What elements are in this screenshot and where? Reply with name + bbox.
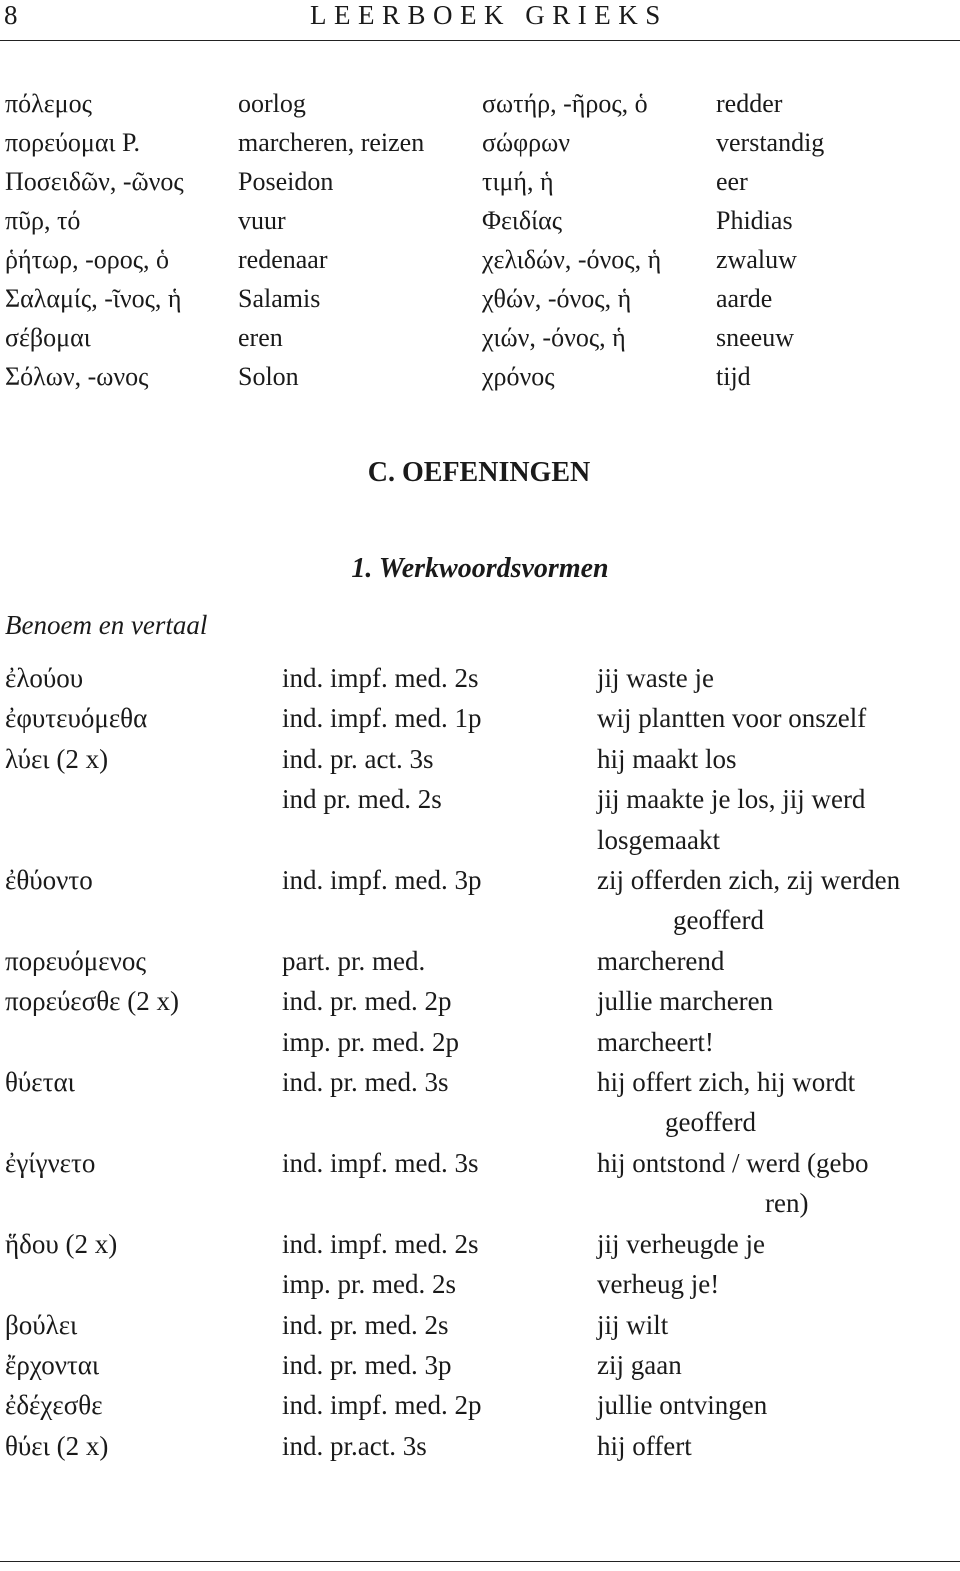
- vocab-greek-2: χθών, -όνος, ἡ: [482, 284, 632, 313]
- translation-line: jij maakte je los, jij werd: [597, 784, 866, 815]
- exercise-translation: [597, 1385, 952, 1425]
- running-title: LEERBOEK GRIEKS: [310, 0, 668, 30]
- exercise-parse: ind. pr.act. 3s: [282, 1430, 427, 1461]
- vocab-dutch-2: zwaluw: [716, 245, 797, 274]
- vocab-row: [0, 86, 960, 125]
- exercise-greek: θύεται: [5, 1067, 75, 1098]
- exercise-greek: βούλει: [5, 1309, 78, 1340]
- exercise-translation: [597, 1062, 952, 1143]
- exercise-translation: [597, 1022, 952, 1062]
- exercise-row: [0, 981, 960, 1021]
- vocab-greek-2: χελιδών, -όνος, ἡ: [482, 245, 662, 274]
- exercise-translation: [597, 1345, 952, 1385]
- exercise-parse: ind. pr. med. 3p: [282, 1349, 452, 1380]
- vocab-greek: σέβομαι: [5, 323, 91, 352]
- exercise-translation: [597, 1224, 952, 1264]
- exercise-row: [0, 1305, 960, 1345]
- exercise-row: [0, 658, 960, 698]
- translation-line: zij offerden zich, zij werden: [597, 865, 901, 896]
- vocab-greek-2: σωτήρ, -ῆρος, ὁ: [482, 89, 648, 118]
- vocab-dutch: Solon: [238, 362, 299, 391]
- exercise-parse: ind. impf. med. 1p: [282, 703, 482, 734]
- exercise-greek: ἐθύοντο: [5, 865, 93, 896]
- vocab-greek: πῦρ, τό: [5, 206, 81, 235]
- translation-line: marcheert!: [597, 1026, 714, 1057]
- vocab-dutch: eren: [238, 323, 283, 352]
- exercise-greek: θύει (2 x): [5, 1430, 109, 1461]
- vocab-row: [0, 164, 960, 203]
- vocab-greek: Ποσειδῶν, -ῶνος: [5, 167, 184, 196]
- vocab-row: [0, 281, 960, 320]
- translation-line: ren): [765, 1188, 809, 1219]
- vocab-dutch: Poseidon: [238, 167, 334, 196]
- subsection-title: 1. Werkwoordsvormen: [351, 553, 609, 584]
- exercise-row: [0, 860, 960, 941]
- section-title: [0, 456, 960, 490]
- page-number: 8: [4, 0, 18, 30]
- exercise-row: [0, 1385, 960, 1425]
- exercise-parse: ind. pr. med. 2s: [282, 1309, 449, 1340]
- vocab-dutch: marcheren, reizen: [238, 128, 425, 157]
- vocab-greek-2: χρόνος: [482, 362, 555, 391]
- exercise-parse: ind. pr. med. 2p: [282, 986, 452, 1017]
- translation-line: marcherend: [597, 945, 725, 976]
- footer-rule: [0, 1561, 960, 1562]
- translation-line: jij verheugde je: [597, 1228, 765, 1259]
- exercise-row: [0, 1143, 960, 1224]
- exercise-translation: [597, 1426, 952, 1466]
- translation-line: jij waste je: [597, 663, 714, 693]
- translation-line: wij plantten voor onszelf: [597, 703, 867, 734]
- translation-line: zij gaan: [597, 1349, 682, 1380]
- exercise-parse: ind. impf. med. 2s: [282, 663, 479, 693]
- exercise-parse: ind. impf. med. 2s: [282, 1228, 479, 1259]
- translation-line: hij offert: [597, 1430, 692, 1461]
- vocab-greek-2: τιμή, ἡ: [482, 167, 554, 196]
- vocab-dutch-2: redder: [716, 89, 783, 118]
- exercise-row: [0, 941, 960, 981]
- exercise-row: [0, 1022, 960, 1062]
- vocab-greek: Σόλων, -ωνος: [5, 362, 149, 391]
- exercise-translation: [597, 981, 952, 1021]
- exercise-greek: πορευόμενος: [5, 945, 147, 976]
- section-title-text: C. OEFENINGEN: [367, 457, 591, 488]
- exercise-translation: [597, 1143, 952, 1224]
- exercise-row: [0, 1224, 960, 1264]
- translation-line: verheug je!: [597, 1269, 720, 1300]
- exercise-greek: ἥδου (2 x): [5, 1228, 118, 1259]
- vocab-dutch: vuur: [238, 206, 286, 235]
- vocab-dutch: oorlog: [238, 89, 306, 118]
- exercise-row: [0, 1264, 960, 1304]
- exercise-greek: ἐλούου: [5, 663, 84, 693]
- exercise-parse: ind. impf. med. 3s: [282, 1147, 479, 1178]
- vocabulary-list: [0, 86, 960, 398]
- vocab-row: [0, 359, 960, 398]
- exercise-greek: πορεύεσθε (2 x): [5, 986, 179, 1017]
- translation-line: jullie ontvingen: [597, 1390, 768, 1421]
- vocab-greek: ῥήτωρ, -ορος, ὁ: [5, 245, 170, 274]
- exercise-greek: ἐγίγνετο: [5, 1147, 96, 1178]
- exercise-row: [0, 1345, 960, 1385]
- exercise-translation: [597, 698, 952, 738]
- exercise-greek: λύει (2 x): [5, 743, 109, 774]
- translation-line: hij offert zich, hij wordt: [597, 1067, 856, 1098]
- exercise-greek: ἐφυτευόμεθα: [5, 703, 148, 734]
- exercise-translation: [597, 941, 952, 981]
- exercise-greek: ἐδέχεσθε: [5, 1390, 103, 1421]
- exercise-translation: [597, 779, 952, 860]
- exercise-parse: ind. impf. med. 2p: [282, 1390, 482, 1421]
- exercise-parse: ind. pr. act. 3s: [282, 743, 434, 774]
- exercise-list: [0, 658, 960, 1466]
- exercise-translation: [597, 658, 952, 698]
- vocab-dutch-2: sneeuw: [716, 323, 794, 352]
- vocab-dutch: redenaar: [238, 245, 328, 274]
- vocab-greek: πόλεμος: [5, 89, 92, 118]
- translation-line: losgemaakt: [597, 824, 720, 855]
- vocab-greek-2: χιών, -όνος, ἡ: [482, 323, 626, 352]
- translation-line: jij wilt: [597, 1309, 669, 1340]
- translation-line: geofferd: [673, 905, 764, 936]
- exercise-parse: ind. pr. med. 3s: [282, 1067, 449, 1098]
- vocab-greek-2: Φειδίας: [482, 206, 563, 235]
- exercise-row: [0, 739, 960, 779]
- exercise-row: [0, 779, 960, 860]
- exercise-row: [0, 1426, 960, 1466]
- exercise-parse: ind pr. med. 2s: [282, 784, 442, 815]
- translation-line: geofferd: [665, 1107, 756, 1138]
- exercise-translation: [597, 1264, 952, 1304]
- vocab-greek: Σαλαμίς, -ῖνος, ἡ: [5, 284, 182, 313]
- exercise-row: [0, 1062, 960, 1143]
- vocab-dutch-2: tijd: [716, 362, 751, 391]
- vocab-dutch-2: eer: [716, 167, 748, 196]
- exercise-row: [0, 698, 960, 738]
- vocab-dutch-2: aarde: [716, 284, 773, 313]
- exercise-instruction: Benoem en vertaal: [5, 610, 208, 640]
- vocab-row: [0, 320, 960, 359]
- exercise-parse: part. pr. med.: [282, 945, 426, 976]
- header-rule: [0, 40, 960, 41]
- vocab-row: [0, 203, 960, 242]
- exercise-translation: [597, 1305, 952, 1345]
- vocab-dutch: Salamis: [238, 284, 321, 313]
- translation-line: jullie marcheren: [597, 986, 774, 1017]
- vocab-greek: πορεύομαι P.: [5, 128, 141, 157]
- vocab-row: [0, 125, 960, 164]
- page-header: [0, 0, 960, 42]
- exercise-translation: [597, 860, 952, 941]
- exercise-parse: imp. pr. med. 2p: [282, 1026, 459, 1057]
- exercise-greek: ἔρχονται: [5, 1349, 100, 1380]
- translation-line: hij ontstond / werd (gebo: [597, 1147, 869, 1178]
- vocab-dutch-2: verstandig: [716, 128, 825, 157]
- exercise-parse: imp. pr. med. 2s: [282, 1269, 456, 1300]
- vocab-greek-2: σώφρων: [482, 128, 570, 157]
- exercise-translation: [597, 739, 952, 779]
- translation-line: hij maakt los: [597, 743, 737, 774]
- vocab-dutch-2: Phidias: [716, 206, 793, 235]
- vocab-row: [0, 242, 960, 281]
- exercise-parse: ind. impf. med. 3p: [282, 865, 482, 896]
